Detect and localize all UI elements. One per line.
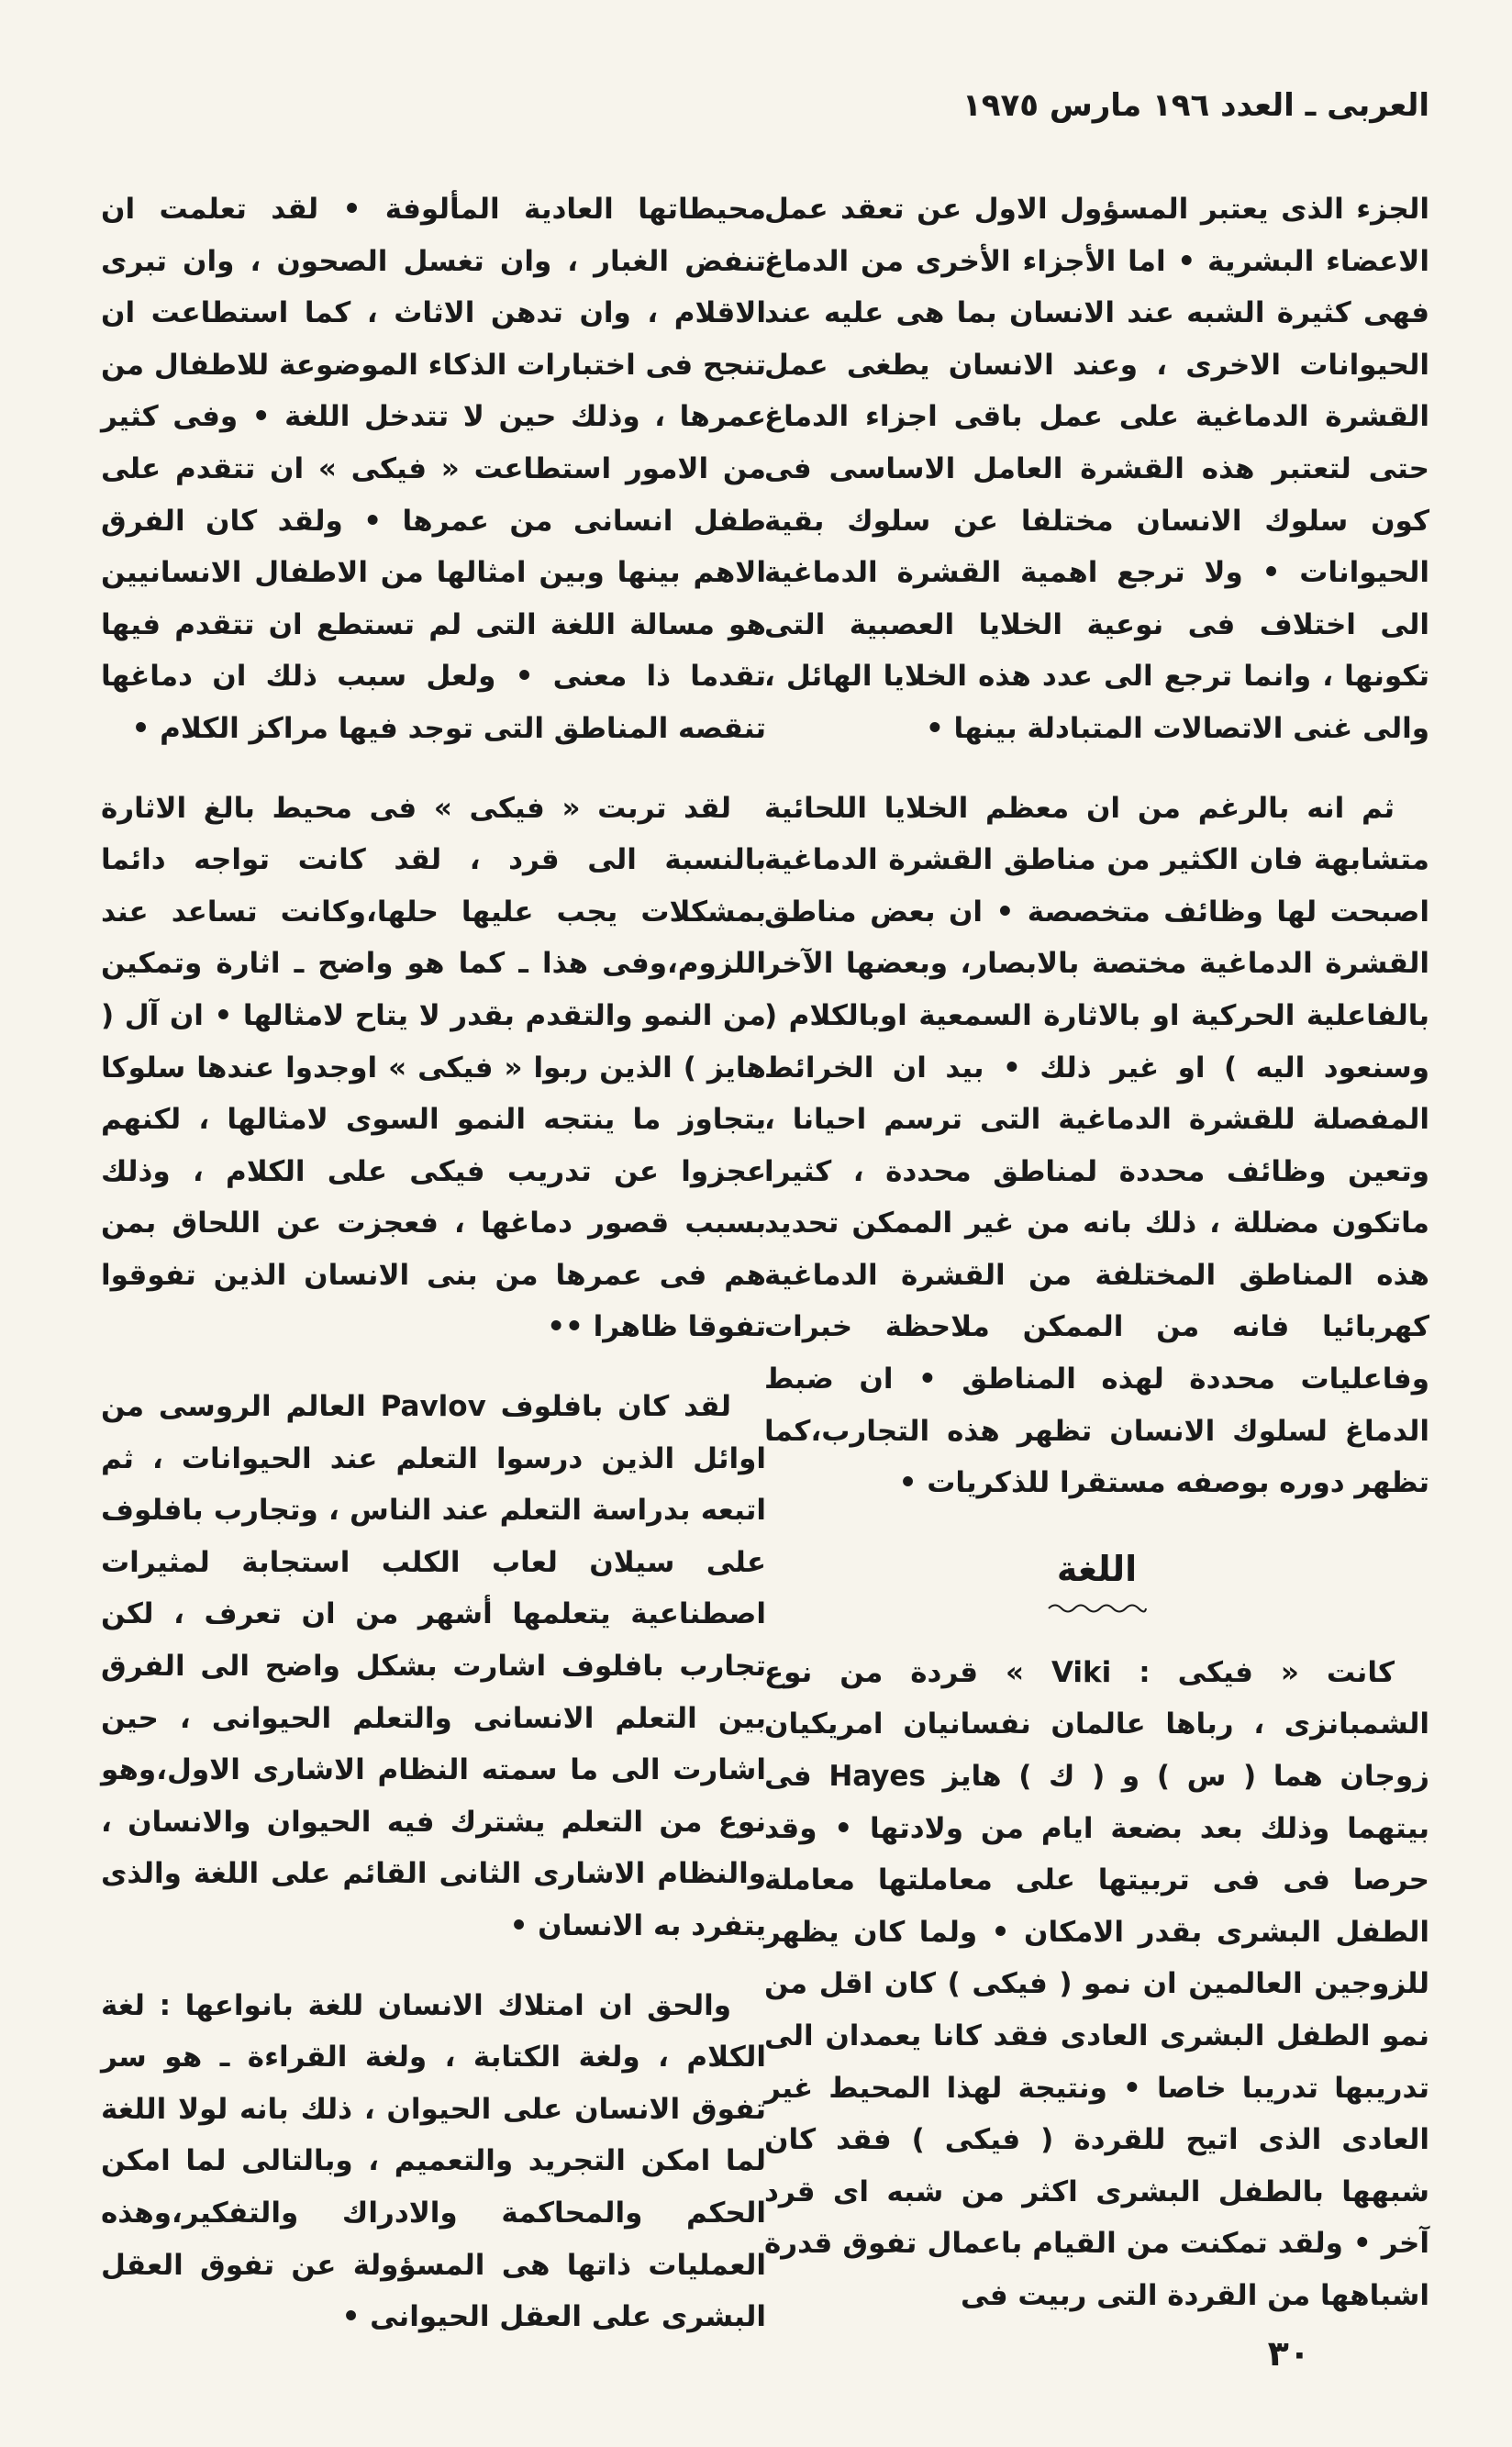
paragraph: والحق ان امتلاك الانسان للغة بانواعها : لغة الكلام ، ولغة الكتابة ، ولغة القراءة ـ هو سر تفوق الانسان على الحيوان ، ذلك بانه لولا اللغة لما امكن التجريد والتعميم ، وبالتالى لما امكن الحكم والمحاكمة والادراك والتفكير،وهذه العمليات ذاتها هى المسؤولة عن تفوق العقل البشرى على العقل الحيوانى • <box>101 1988 766 2334</box>
page-number: ٣٠ <box>1267 2333 1310 2374</box>
section-heading: اللغة <box>1056 1548 1138 1589</box>
right-column <box>764 184 1429 2350</box>
paragraph: لقد كان بافلوف Pavlov العالم الروسى من اوائل الذين درسوا التعلم عند الحيوانات ، ثم اتبعه بدراسة التعلم عند الناس ، وتجارب بافلوف على سيلان لعاب الكلب استجابة لمثيرات اصطناعية يتعلمها أشهر من ان تعرف ، لكن تجارب بافلوف اشارت بشكل واضح الى الفرق بين التعلم الانسانى والتعلم الحيوانى ، حين اشارت الى ما سمته النظام الاشارى الاول،وهو نوع من التعلم يشترك فيه الحيوان والانسان ، والنظام الاشارى الثانى القائم على اللغة والذى يتفرد به الانسان • <box>101 1390 766 1942</box>
running-header: العربى ـ العدد ١٩٦ مارس ١٩٧٥ <box>962 87 1429 124</box>
paragraph: ثم انه بالرغم من ان معظم الخلايا اللحائية متشابهة فان الكثير من مناطق القشرة الدماغية اصبحت لها وظائف متخصصة • ان بعض مناطق القشرة الدماغية مختصة بالابصار، وبعضها الآخر بالفاعلية الحركية او بالاثارة السمعية اوبالكلام ( وسنعود اليه ) او غير ذلك • بيد ان الخرائط المفصلة للقشرة الدماغية التى ترسم احيانا ، وتعين وظائف محددة لمناطق محددة ، كثيرا ماتكون مضللة ، ذلك بانه من غير الممكن تحديد هذه المناطق المختلفة من القشرة الدماغية كهربائيا فانه من الممكن ملاحظة خبرات وفاعليات محددة لهذه المناطق • ان ضبط الدماغ لسلوك الانسان تظهر هذه التجارب،كما تظهر دوره بوصفه مستقرا للذكريات • <box>764 791 1429 1500</box>
paragraph: كانت « فيكى : Viki » قردة من نوع الشمبانزى ، رباها عالمان نفسانيان امريكيان زوجان هما ( س ) و ( ك ) هايز Hayes فى بيتهما وذلك بعد بضعة ايام من ولادتها • وقد حرصا فى فى تربيتها على معاملتها معاملة الطفل البشرى بقدر الامكان • ولما كان يظهر للزوجين العالمين ان نمو ( فيكى ) كان اقل من نمو الطفل البشرى العادى فقد كانا يعمدان الى تدريبها تدريبا خاصا • ونتيجة لهذا المحيط غير العادى الذى اتيح للقردة ( فيكى ) فقد كان شبهها بالطفل البشرى اكثر من شبه اى قرد آخر • ولقد تمكنت من القيام باعمال تفوق قدرة اشباهها من القردة التى ربيت فى <box>764 1655 1429 2312</box>
left-column <box>101 184 766 2371</box>
paragraph: لقد تربت « فيكى » فى محيط بالغ الاثارة بالنسبة الى قرد ، لقد كانت تواجه دائما بمشكلات يجب عليها حلها،وكانت تساعد عند اللزوم،وفى هذا ـ كما هو واضح ـ اثارة وتمكين من النمو والتقدم بقدر لا يتاح لامثالها • ان آل ( هايز ) الذين ربوا « فيكى » اوجدوا عندها سلوكا يتجاوز ما ينتجه النمو السوى لامثالها ، لكنهم عجزوا عن تدريب فيكى على الكلام ، وذلك بسبب قصور دماغها ، فعجزت عن اللحاق بمن هم فى عمرها من بنى الانسان الذين تفوقوا تفوقا ظاهرا •• <box>101 791 766 1344</box>
wave-ornament-icon <box>1047 1601 1148 1616</box>
paragraph: الجزء الذى يعتبر المسؤول الاول عن تعقد عمل الاعضاء البشرية • اما الأجزاء الأخرى من الدماغ فهى كثيرة الشبه عند الانسان بما هى عليه عند الحيوانات الاخرى ، وعند الانسان يطغى عمل القشرة الدماغية على عمل باقى اجزاء الدماغ حتى لتعتبر هذه القشرة العامل الاساسى فى كون سلوك الانسان مختلفا عن سلوك بقية الحيوانات • ولا ترجع اهمية القشرة الدماغية الى اختلاف فى نوعية الخلايا العصبية التى تكونها ، وانما ترجع الى عدد هذه الخلايا الهائل ، والى غنى الاتصالات المتبادلة بينها • <box>764 193 1429 745</box>
paragraph: محيطاتها العادية المألوفة • لقد تعلمت ان تنفض الغبار ، وان تغسل الصحون ، وان تبرى الاقلام ، وان تدهن الاثاث ، كما استطاعت ان تنجح فى اختبارات الذكاء الموضوعة للاطفال من عمرها ، وذلك حين لا تتدخل اللغة • وفى كثير من الامور استطاعت « فيكى » ان تتقدم على طفل انسانى من عمرها • ولقد كان الفرق الاهم بينها وبين امثالها من الاطفال الانسانيين هو مسالة اللغة التى لم تستطع ان تتقدم فيها تقدما ذا معنى • ولعل سبب ذلك ان دماغها تنقصه المناطق التى توجد فيها مراكز الكلام • <box>101 193 766 745</box>
